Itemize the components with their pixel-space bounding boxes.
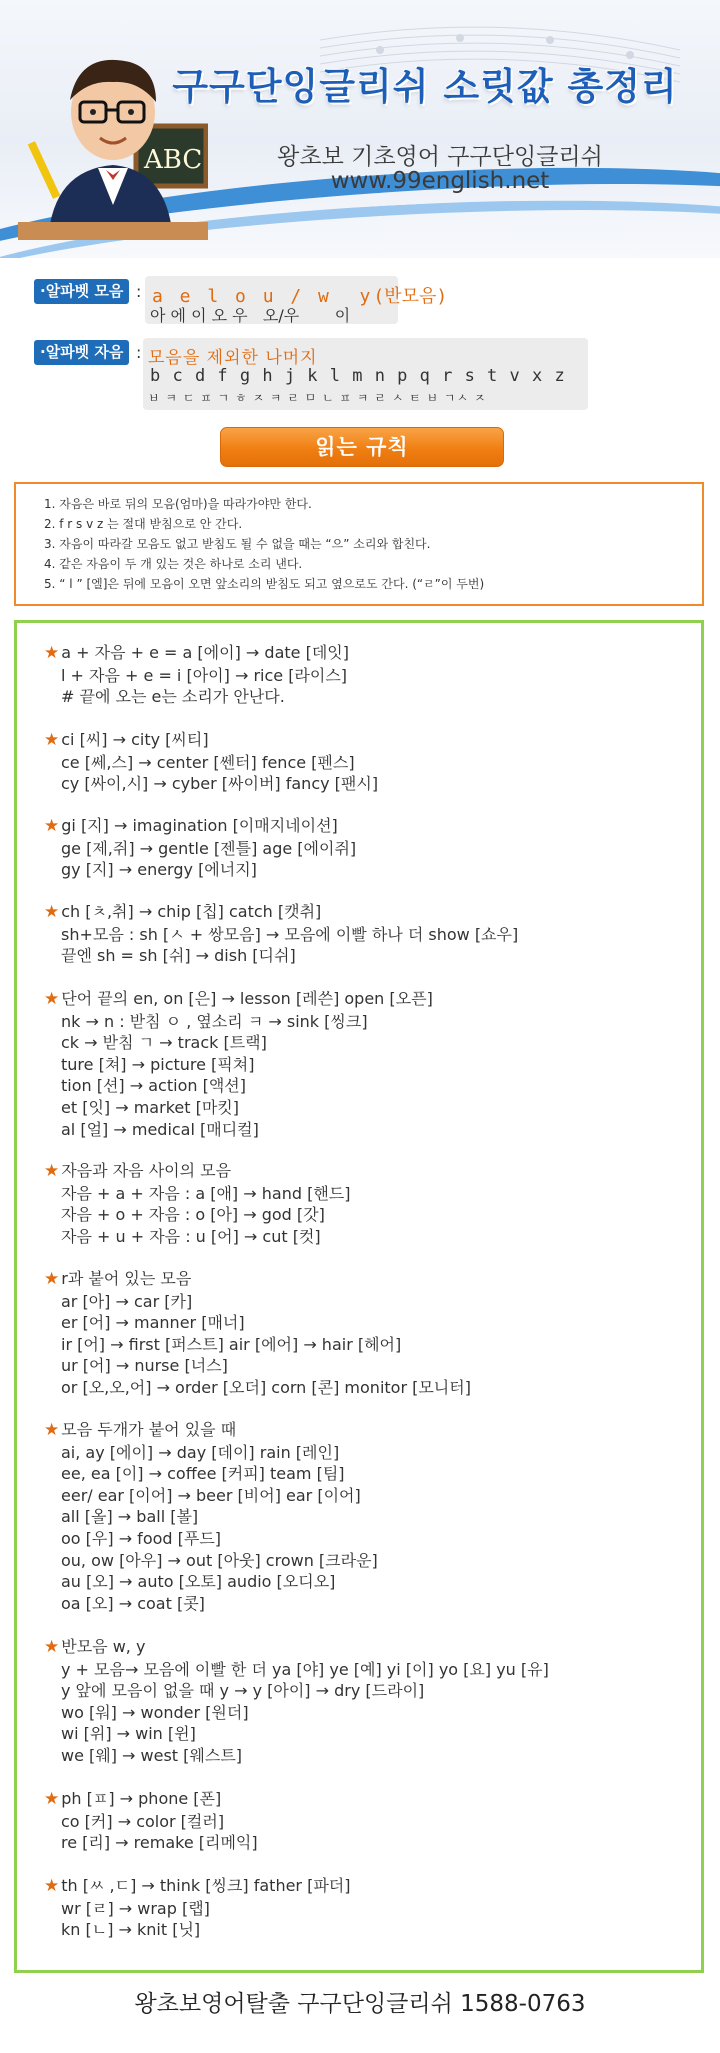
section-head: 자음과 자음 사이의 모음 [61,1161,232,1180]
star-icon: ★ [44,1420,60,1440]
section-th [44,1875,351,1941]
section-line: kn [ㄴ] → knit [닛] [61,1920,201,1940]
section-head: th [ㅆ ,ㄷ] → think [씽크] father [파더] [61,1876,351,1895]
star-icon: ★ [44,902,60,922]
section-line: 끝엔 sh = sh [쉬] → dish [디쉬] [61,946,296,966]
banner-subtitle: 왕초보 기초영어 구구단잉글리쉬 [277,144,603,170]
section-head: ch [ㅊ,취] → chip [칩] catch [캣취] [61,902,322,921]
section-line: ck → 받침 ㄱ → track [트랙] [61,1033,267,1053]
section-line: # 끝에 오는 e는 소리가 안난다. [61,687,285,707]
section-line: ai, ay [에이] → day [데이] rain [레인] [61,1442,340,1462]
section-line: sh+모음 : sh [ㅅ + 쌍모음] → 모음에 이빨 하나 더 show [쇼우] [61,924,519,944]
section-line: l + 자음 + e = i [아이] → rice [라이스] [61,665,348,685]
section-head: a + 자음 + e = a [에이] → date [데잇] [61,643,349,662]
consonant-colon: : [136,343,142,362]
consonant-tag: ·알파벳 자음 [34,340,129,365]
rule-item: 4. 같은 자음이 두 개 있는 것은 하나로 소리 낸다. [44,557,303,571]
consonant-letters: b c d f g h j k l m n p q r s t v x z [150,366,566,386]
star-icon: ★ [44,1269,60,1289]
star-icon: ★ [44,1789,60,1809]
section-line: wr [ㄹ] → wrap [랩] [61,1898,210,1918]
section-line: oo [우] → food [푸드] [61,1528,222,1548]
section-ch-sh [44,901,518,967]
section-line: al [얼] → medical [매디컬] [61,1119,259,1139]
vowel-sounds: 아 에 이 오 우 오/우 이 [150,306,351,325]
footer-contact: 왕초보영어탈출 구구단잉글리쉬 1588-0763 [134,1991,586,2017]
section-line: tion [션] → action [액션] [61,1076,246,1096]
section-a-e [44,642,349,708]
section-c [44,729,378,795]
section-line: 자음 + a + 자음 : a [애] → hand [핸드] [61,1183,351,1203]
section-head: r과 붙어 있는 모음 [61,1269,192,1288]
rules-box [14,482,704,606]
section-line: au [오] → auto [오토] audio [오디오] [61,1572,336,1592]
section-line: eer/ ear [이어] → beer [비어] ear [이어] [61,1485,361,1505]
section-line: ur [어] → nurse [너스] [61,1356,228,1376]
section-head: 모음 두개가 붙어 있을 때 [61,1420,237,1439]
star-icon: ★ [44,816,60,836]
section-g [44,815,356,881]
section-line: ge [제,쥐] → gentle [젠틀] age [에이쥐] [61,838,357,858]
section-line: wo [워] → wonder [원더] [61,1702,249,1722]
section-line: ture [쳐] → picture [픽쳐] [61,1054,255,1074]
section-line: 자음 + u + 자음 : u [어] → cut [컷] [61,1226,321,1246]
semivowel-label: (반모음) [373,286,448,307]
section-line: et [잇] → market [마킷] [61,1097,239,1117]
vowel-tag: ·알파벳 모음 [34,279,129,304]
section-line: nk → n : 받침 ㅇ , 옆소리 ㅋ → sink [씽크] [61,1011,368,1031]
section-line: wi [위] → win [윈] [61,1724,196,1744]
vowel-colon: : [136,282,142,301]
section-line: or [오,오,어] → order [오더] corn [콘] monitor [모니터] [61,1377,471,1397]
section-double-vowels [44,1419,378,1614]
section-head: gi [지] → imagination [이매지네이션] [61,816,338,835]
section-semivowels [44,1636,549,1767]
rule-item: 2. f r s v z 는 절대 받침으로 안 간다. [44,517,243,531]
section-line: co [커] → color [컬러] [61,1811,225,1831]
page-title: 구구단잉글리쉬 소릿값 총정리 [172,65,678,108]
header-banner [0,0,720,258]
section-line: ir [어] → first [퍼스트] air [에어] → hair [헤어] [61,1334,402,1354]
section-r-vowels [44,1268,471,1399]
section-line: ee, ea [이] → coffee [커피] team [팀] [61,1464,345,1484]
star-icon: ★ [44,989,60,1009]
chalkboard-text: ABC [144,145,203,175]
section-line: gy [지] → energy [에너지] [61,860,257,880]
section-line: y + 모음→ 모음에 이빨 한 더 ya [야] ye [예] yi [이] yo [요] yu [유] [61,1659,549,1679]
vowel-letters-text: a e l o u / w y [152,286,374,307]
star-icon: ★ [44,1161,60,1181]
section-vowel-between-consonants [44,1160,350,1247]
section-line: y 앞에 모음이 없을 때 y → y [아이] → dry [드라이] [61,1681,425,1701]
section-line: ce [쎄,스] → center [쎈터] fence [펜스] [61,752,355,772]
rule-item: 1. 자음은 바로 뒤의 모음(엄마)을 따라가야만 한다. [44,497,312,511]
section-line: oa [오] → coat [콧] [61,1593,205,1613]
section-head: ci [씨] → city [씨티] [61,730,209,749]
rule-item: 3. 자음이 따라갈 모음도 없고 받침도 될 수 없을 때는 “으” 소리와 합친다. [44,537,431,551]
section-line: ar [아] → car [카] [61,1291,193,1311]
star-icon: ★ [44,643,60,663]
consonant-title: 모음을 제외한 나머지 [148,348,318,368]
section-head: ph [ㅍ] → phone [폰] [61,1789,222,1808]
star-icon: ★ [44,730,60,750]
section-head: 반모음 w, y [61,1637,146,1656]
consonant-sounds: ㅂ ㅋ ㄷ ㅍ ㄱ ㅎ ㅈ ㅋ ㄹ ㅁ ㄴ ㅍ ㅋ ㄹ ㅅ ㅌ ㅂ ㄱㅅ ㅈ [148,391,487,405]
section-line: 자음 + o + 자음 : o [아] → god [갓] [61,1205,325,1225]
star-icon: ★ [44,1637,60,1657]
section-line: cy [싸이,시] → cyber [싸이버] fancy [팬시] [61,774,379,794]
rule-item: 5. “ l ” [엘]은 뒤에 모음이 오면 앞소리의 받침도 되고 옆으로도 간다. (“ㄹ”이 두번) [44,577,485,591]
website-url[interactable]: www.99english.net [330,168,550,194]
section-word-endings [44,988,433,1140]
section-line: re [리] → remake [리메익] [61,1833,258,1853]
star-icon: ★ [44,1876,60,1896]
section-line: er [어] → manner [매너] [61,1313,245,1333]
section-line: ou, ow [아우] → out [아웃] crown [크라운] [61,1550,378,1570]
reading-rules-button[interactable]: 읽는 규칙 [220,427,504,467]
section-head: 단어 끝의 en, on [은] → lesson [레쓴] open [오픈] [61,989,433,1008]
section-line: we [웨] → west [웨스트] [61,1745,243,1765]
section-ph [44,1788,258,1854]
section-line: all [올] → ball [볼] [61,1507,199,1527]
